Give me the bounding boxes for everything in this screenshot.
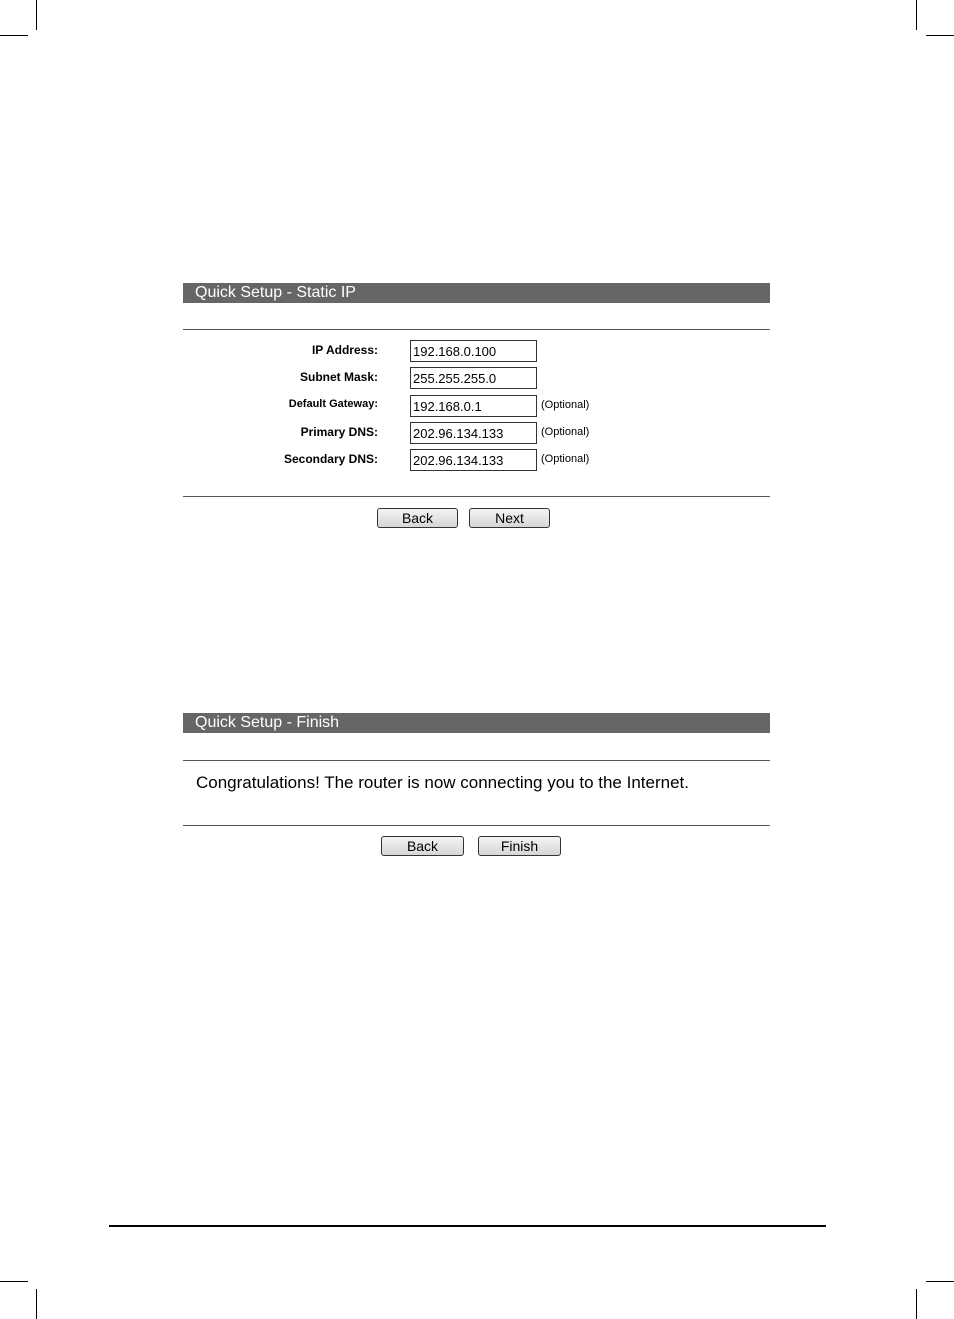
static-ip-panel (183, 283, 770, 533)
primary-dns-label: Primary DNS: (300, 425, 378, 439)
finish-bottom-divider (183, 825, 770, 826)
crop-mark-top-left-horizontal (0, 35, 28, 36)
default-gateway-optional-note: (Optional) (541, 399, 590, 411)
secondary-dns-label: Secondary DNS: (283, 452, 378, 466)
static-ip-back-button[interactable]: Back (377, 508, 458, 528)
crop-mark-top-right-vertical (916, 0, 917, 30)
ip-address-input[interactable] (410, 340, 537, 362)
crop-mark-bottom-left-horizontal (0, 1281, 28, 1282)
crop-mark-bottom-right-horizontal (926, 1281, 954, 1282)
default-gateway-input[interactable] (410, 395, 537, 417)
static-ip-title: Quick Setup - Static IP (183, 283, 770, 303)
finish-button[interactable]: Finish (478, 836, 561, 856)
static-ip-bottom-divider (183, 496, 770, 497)
crop-mark-top-left-vertical (36, 0, 37, 30)
crop-mark-top-right-horizontal (926, 35, 954, 36)
crop-mark-bottom-left-vertical (36, 1289, 37, 1319)
ip-address-label: IP Address: (311, 343, 378, 357)
primary-dns-input[interactable] (410, 422, 537, 444)
subnet-mask-input[interactable] (410, 367, 537, 389)
page-footer-rule (109, 1225, 826, 1227)
subnet-mask-label: Subnet Mask: (299, 370, 378, 384)
default-gateway-label: Default Gateway: (288, 398, 378, 410)
static-ip-next-button[interactable]: Next (469, 508, 550, 528)
crop-mark-bottom-right-vertical (916, 1289, 917, 1319)
finish-back-button[interactable]: Back (381, 836, 464, 856)
finish-title: Quick Setup - Finish (183, 713, 770, 733)
finish-top-divider (183, 760, 770, 761)
finish-panel (183, 713, 770, 863)
secondary-dns-optional-note: (Optional) (541, 453, 590, 465)
static-ip-top-divider (183, 329, 770, 330)
secondary-dns-input[interactable] (410, 449, 537, 471)
primary-dns-optional-note: (Optional) (541, 426, 590, 438)
finish-message: Congratulations! The router is now connecting you to the Internet. (196, 773, 689, 792)
